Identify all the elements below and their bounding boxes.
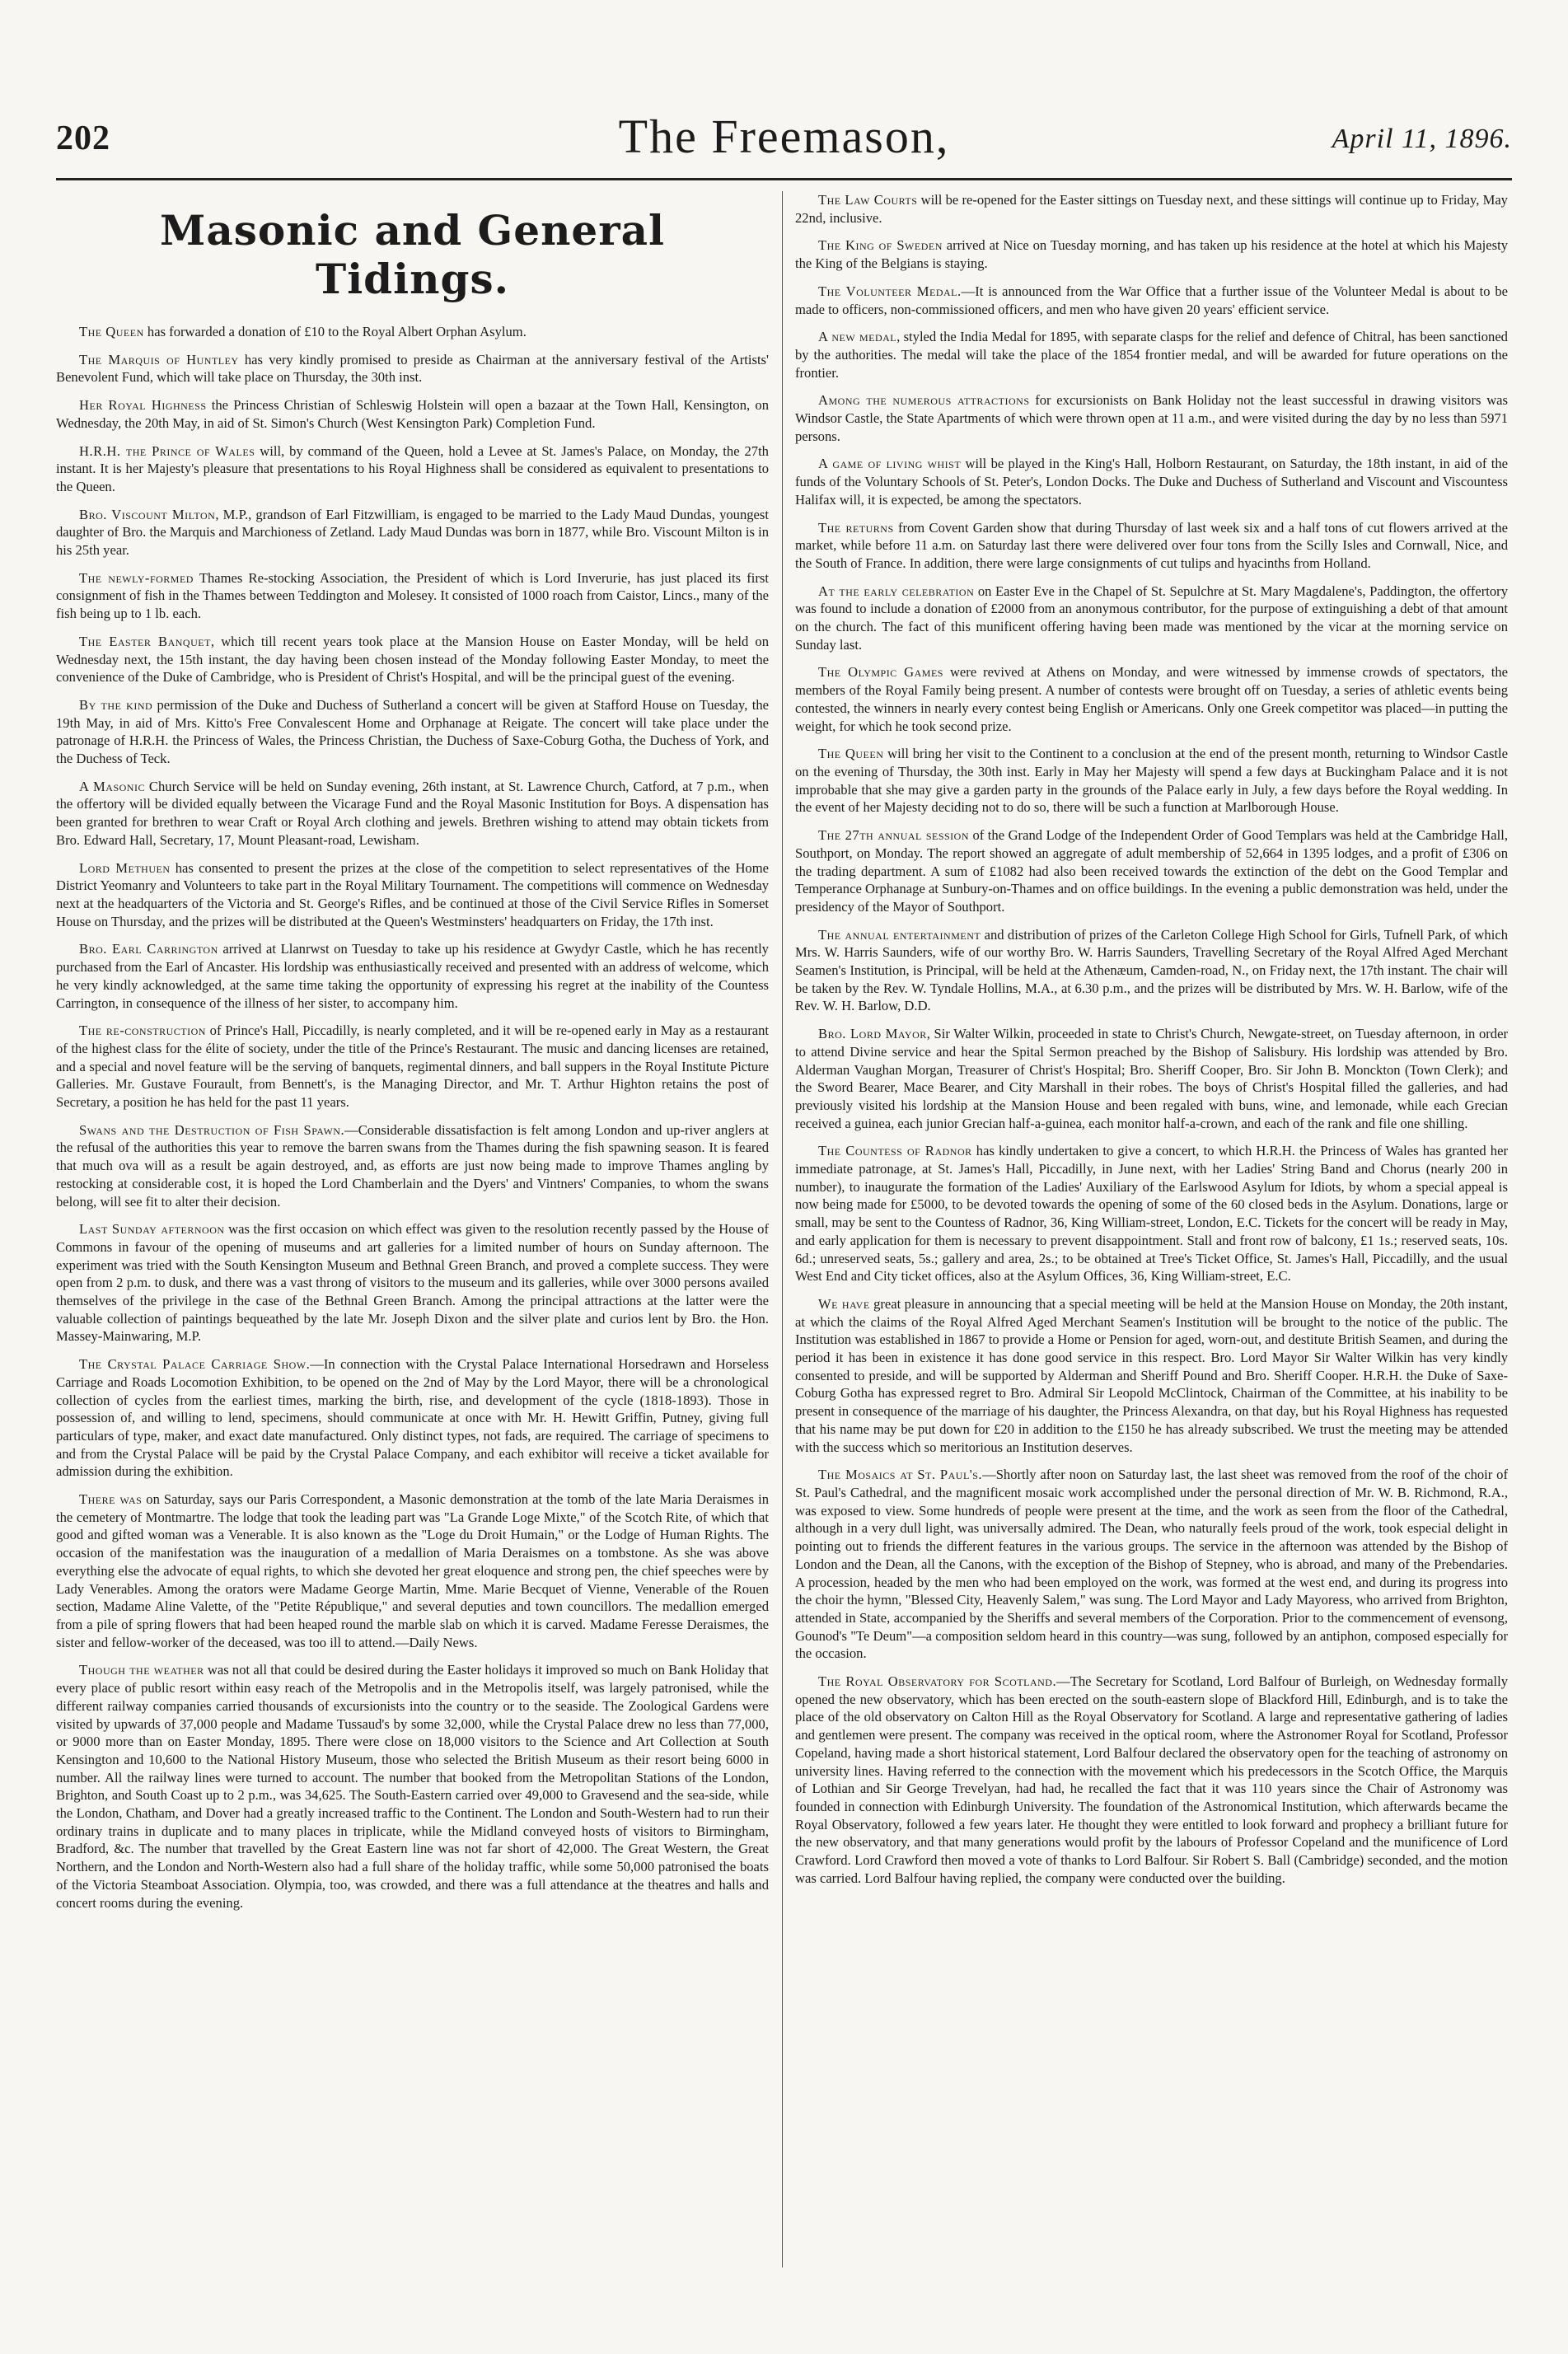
paragraph-lead: We have — [818, 1295, 870, 1312]
paragraph-lead: The Countess of Radnor — [818, 1143, 972, 1159]
left-column — [56, 191, 769, 2317]
paragraph-lead: Bro. Viscount Milton — [79, 506, 216, 522]
paragraph-lead: At the early celebration — [818, 583, 975, 599]
paragraph-lead: A Masonic — [79, 778, 145, 794]
paragraph-lead: There was — [79, 1491, 143, 1508]
right-column-paragraphs — [795, 191, 1508, 1887]
right-column — [795, 191, 1508, 2317]
paragraph-lead: The Crystal Palace Carriage Show. — [79, 1356, 311, 1373]
paragraph-lead: The annual entertainment — [818, 926, 981, 943]
paragraph-lead: The Law Courts — [818, 192, 918, 208]
paragraph-lead: The Marquis of Huntley — [79, 351, 239, 367]
paragraph-text: has consented to present the prizes at the close of the competition to select representatives of the Home District Yeomanry and Volunteers to take part in the Royal Military Tournament. The competitions will commence on Wednesday next at the headquarters of the Victoria and St. George's Rifles, and be continued at those of the Civil Service Rifles in Somerset House on Thursday, and the prizes will be distributed at the Queen's Westminsters' headquarters on Friday, the 17th inst. — [56, 859, 769, 929]
masthead — [56, 109, 1512, 175]
paragraph-text: was the first occasion on which effect was given to the resolution recently passed by the House of Commons in favour of the opening of museums and art galleries for a limited number of hours on Sunday afternoon. The experiment was tried with the South Kensington Museum and Bethnal Green Branch, and proved a complete success. They were open from 2 p.m. to dusk, and there was a vast throng of visitors to the museum and its galleries, while over 3000 persons availed themselves of the privilege in the case of the Bethnal Green Branch. Among the principal attractions at the latter were the valuable collection of paintings bequeathed by the late Mr. Joseph Dixon and the silver plate and curios lent by Bro. the Hon. Massey-Mainwaring, M.P. — [56, 1221, 769, 1345]
paragraph-text: —It is announced from the War Office that a further issue of the Volunteer Medal is about to be made to officers, non-commissioned officers, and men who have given 20 years' efficient service. — [795, 283, 1508, 317]
news-paragraph — [795, 283, 1508, 318]
paragraph-lead: By the kind — [79, 696, 153, 713]
news-paragraph — [795, 191, 1508, 227]
paragraph-lead: The Olympic Games — [818, 664, 943, 681]
paragraph-text: has kindly undertaken to give a concert, to which H.R.H. the Princess of Wales has granted her immediate patronage, at St. James's Hall, Piccadilly, in June next, with her Ladies' String Band and Chorus (nearly 200 in number), to inaugurate the formation of the Ladies' Auxiliary of the Earlswood Asylum for Idiots, by whom a special appeal is now being made for £5000, to be devoted towards the opening of some of the 60 closed beds in the Asylum. Donations, large or small, may be sent to the Countess of Radnor, 36, King William-street, London, E.C. Tickets for the concert will be ready in May, and early application for them is necessary to prevent disappointment. Stall and front row of balcony, £1 1s.; reserved seats, 10s. 6d.; unreserved seats, 5s.; gallery and area, 2s.; to be obtained at Tree's Ticket Office, St. James's Hall, Piccadilly, and the usual West End and City ticket offices, also at the Asylum Offices, 36, King William-street, E.C. — [795, 1143, 1508, 1285]
paragraph-text: arrived at Llanrwst on Tuesday to take up his residence at Gwydyr Castle, which he has recently purchased from the Earl of Ancaster. His lordship was enthusiastically received and presented with an address of welcome, which he very kindly acknowledged, at the same time taking the opportunity of expressing his regret at the inability of the Countess Carrington, in consequence of the illness of her sister, to accompany him. — [56, 941, 769, 1011]
paragraph-text: —The Secretary for Scotland, Lord Balfour of Burleigh, on Wednesday formally opened the new observatory, which has been erected on the south-eastern slope of Blackford Hill, Edinburgh, and is to take the place of the old observatory on Calton Hill as the Royal Observatory for Scotland. A large and representative gathering of ladies and gentlemen were present. The company was received in the optical room, where the Astronomer Royal for Scotland, Professor Copeland, having made a short historical statement, Lord Balfour declared the observatory open for the teaching of astronomy on university lines. Having referred to the connection with the movement which his predecessors in the Scotch Office, the Marquis of Lothian and Sir George Trevelyan, had had, he recalled the fact that it was 110 years since the Chair of Astronomy was founded in connection with Edinburgh University. The foundation of the Astronomical Institution, which afterwards became the Royal Observatory, followed a few years later. He thought they were entitled to look forward and prophecy a brilliant future for the new observatory, and that many generations would profit by the labours of Professor Copeland and the munificence of Lord Crawford. Lord Crawford then moved a vote of thanks to Lord Balfour. Sir Robert S. Ball (Cambridge) seconded, and the motion was carried. Lord Balfour having replied, the company were conducted over the building. — [795, 1673, 1508, 1886]
paragraph-text: , Sir Walter Wilkin, proceeded in state to Christ's Church, Newgate-street, on Tuesday afternoon, in order to attend Divine service and hear the Spital Sermon preached by the Bishop of Salisbury. His lordship was attended by Bro. Alderman Vaughan Morgan, Treasurer of Christ's Hospital; Bro. Sheriff Cooper, Bro. Sir John B. Monckton (Town Clerk); and the Sword Bearer, Mace Bearer, and City Marshall in their robes. The boys of Christ's Hospital filled the galleries, and had previously visited his lordship at the Mansion House and been regaled with buns, wine, and lemonade, while each Grecian received a guinea, each junior Grecian half-a-guinea, each monitor half-a-crown, and each of the rank and file one shilling. — [795, 1026, 1508, 1131]
paragraph-lead: Last Sunday afternoon — [79, 1221, 225, 1238]
news-paragraph — [56, 859, 769, 931]
paragraph-lead: The Royal Observatory for Scotland. — [818, 1673, 1057, 1690]
paragraph-text: will bring her visit to the Continent to a conclusion at the end of the present month, returning to Windsor Castle on the evening of Thursday, the 30th inst. Early in May her Majesty will spend a few days at Buckingham Palace and it is not improbable that she may give a garden party in the grounds of the Palace early in July, a few days before the Royal wedding. In the event of her Majesty deciding not to do so, there will be such a function at Marlborough House. — [795, 746, 1508, 816]
column-divider — [782, 191, 783, 2267]
paragraph-lead: The 27th annual session — [818, 827, 970, 844]
news-paragraph — [795, 455, 1508, 508]
paragraph-text: , M.P., grandson of Earl Fitzwilliam, is engaged to be married to the Lady Maud Dundas, youngest daughter of Bro. the Marquis and Marchioness of Zetland. Lady Maud Dundas was born in 1877, while Bro. Viscount Milton is in his 25th year. — [56, 506, 769, 559]
paragraph-lead: Among the numerous attractions — [818, 392, 1030, 409]
paragraph-lead: The returns — [818, 519, 894, 536]
news-paragraph — [56, 1022, 769, 1111]
news-paragraph — [56, 442, 769, 496]
paragraph-text: of the Grand Lodge of the Independent Order of Good Templars was held at the Cambridge Hall, Southport, on Monday. The report showed an aggregate of adult membership of 52,664 in 1395 lodges, and a profit of £306 on the trading department. A sum of £1082 had also been received towards the extinction of the debt on the Good Templar and Temperance Orphanage at Sunbury-on-Thames and on office buildings. In the evening a public demonstration was held, under the presidency of the Mayor of Southport. — [795, 827, 1508, 915]
news-paragraph — [56, 396, 769, 432]
news-paragraph — [56, 778, 769, 849]
news-paragraph — [56, 633, 769, 686]
news-paragraph — [56, 569, 769, 623]
paragraph-text: has forwarded a donation of £10 to the Royal Albert Orphan Asylum. — [143, 324, 527, 339]
paragraph-lead: Bro. Earl Carrington — [79, 941, 218, 957]
news-paragraph — [795, 391, 1508, 445]
news-paragraph — [56, 1355, 769, 1481]
news-paragraph — [795, 1142, 1508, 1285]
news-paragraph — [56, 1121, 769, 1211]
news-paragraph — [795, 745, 1508, 817]
paragraph-lead: The Volunteer Medal. — [818, 283, 962, 299]
news-paragraph — [795, 926, 1508, 1016]
paragraph-lead: Swans and the Destruction of Fish Spawn. — [79, 1121, 345, 1138]
paragraph-lead: The newly-formed — [79, 569, 194, 586]
paragraph-lead: Her Royal Highness — [79, 397, 207, 414]
paragraph-lead: The Queen — [818, 746, 884, 762]
paragraph-text: were revived at Athens on Monday, and were witnessed by immense crowds of spectators, the members of the Royal Family being present. A number of contests were brought off on Tuesday, a series of athletic events being contested, the winners in nearly every contest being English or Americans. Only one Greek competitor was placed—in putting the weight, for which he took second prize. — [795, 664, 1508, 734]
paragraph-text: the Princess Christian of Schleswig Holstein will open a bazaar at the Town Hall, Kensington, on Wednesday, the 20th May, in aid of St. Simon's Church (West Kensington Park) Completion Fund. — [56, 397, 769, 431]
paragraph-text: permission of the Duke and Duchess of Sutherland a concert will be given at Stafford House on Tuesday, the 19th May, in aid of Mrs. Kitto's Free Convalescent Home and Orphanage at Reigate. The concert will take place under the patronage of H.R.H. the Princess of Wales, the Princess Christian, the Duchess of Saxe-Coburg Gotha, the Duchess of York, and the Duchess of Teck. — [56, 696, 769, 767]
news-paragraph — [56, 506, 769, 559]
paragraph-text: will be played in the King's Hall, Holborn Restaurant, on Saturday, the 18th instant, in aid of the funds of the Voluntary Schools of St. Peter's, London Docks. The Duke and Duchess of Sutherland and Viscount and Viscountess Halifax will, it is expected, be among the spectators. — [795, 456, 1508, 508]
news-paragraph — [56, 351, 769, 386]
paragraph-lead: The Queen — [79, 324, 144, 339]
paragraph-text: —In connection with the Crystal Palace International Horsedrawn and Horseless Carriage and Roads Locomotion Exhibition, to be opened on the 2nd of May by the Lord Mayor, there will be a chronological collection of cycles from the earliest times, marking the birth, rise, and development of the cycle (1818-1893). Those in possession of, and willing to lend, specimens, should communicate at once with Mr. H. Hewitt Griffin, Putney, giving full particulars of type, maker, and exact date manufactured. Only distinct types, not fads, are required. The carriage of specimens to and from the Crystal Palace will be paid by the Crystal Palace Company, and each exhibitor will receive a ticket available for admission during the exhibition. — [56, 1356, 769, 1480]
paragraph-text: arrived at Nice on Tuesday morning, and has taken up his residence at the hotel at which his Majesty the King of the Belgians is staying. — [795, 237, 1508, 272]
news-paragraph — [795, 328, 1508, 381]
paragraph-text: , which till recent years took place at the Mansion House on Easter Monday, will be held on Wednesday next, the 15th instant, the day having been chosen instead of the Monday following Easter Monday, to meet the convenience of the Duke of Cambridge, who is President of Christ's Hospital, and will be the principal guest of the evening. — [56, 633, 769, 686]
paragraph-lead: The Mosaics at St. Paul's. — [818, 1467, 983, 1483]
page-number: 202 — [56, 119, 110, 157]
news-paragraph — [56, 696, 769, 768]
paragraph-lead: The re-construction — [79, 1023, 206, 1039]
paragraph-lead: The Easter Banquet — [79, 633, 211, 649]
paragraph-text: has very kindly promised to preside as Chairman at the anniversary festival of the Artists' Benevolent Fund, which will take place on Thursday, the 30th inst. — [56, 351, 769, 386]
paragraph-lead: A new medal — [818, 329, 897, 345]
paragraph-text: on Saturday, says our Paris Correspondent, a Masonic demonstration at the tomb of the late Maria Deraismes in the cemetery of Montmartre. The lodge that took the leading part was "La Grande Loge Mixte," of the Scotch Rite, of which that good and gifted woman was a Venerable. It is also known as the "Loge du Droit Humain," or the Lodge of Human Rights. The occasion of the manifestation was the inauguration of a medallion of Maria Deraismes on a tombstone. As she was above everything else the advocate of equal rights, to which she devoted her great eloquence and strong pen, the chief speeches were by Lady Venerables. Among the orators were Madame George Martin, Mme. Marie Becquet of Vienne, Venerable of the Rouen section, Madame Aline Valette, of the "Petite République," and several deputies and town councillors. The medallion emerged from a pile of spring flowers that had been heaped round the marble slab on which it is carved. Madame Feresse Deraismes, the sister and fellow-worker of the deceased, was too ill to attend.—Daily News. — [56, 1491, 769, 1650]
news-paragraph — [795, 1673, 1508, 1887]
news-paragraph — [795, 519, 1508, 573]
paragraph-lead: Though the weather — [79, 1662, 204, 1678]
article-columns — [56, 191, 1508, 2317]
journal-title: The Freemason, — [618, 110, 950, 163]
paragraph-text: of Prince's Hall, Piccadilly, is nearly completed, and it will be re-opened early in May as a restaurant of the highest class for the élite of society, under the title of the Prince's Restaurant. The music and dancing licenses are retained, and a special and novel feature will be the serving of banquets, regimental dinners, and ball suppers in the Royal Institute Picture Galleries. Mr. Gustave Fourault, from Bennett's, is the Managing Director, and Mr. T. Arthur Highton retains the post of Secretary, a position he has held for the past 11 years. — [56, 1023, 769, 1111]
paragraph-text: for excursionists on Bank Holiday not the least successful in drawing visitors was Windsor Castle, the State Apartments of which were thrown open at 11 a.m., and were visited during the day by no less than 5971 persons. — [795, 392, 1508, 444]
news-paragraph — [795, 1025, 1508, 1132]
paragraph-lead: The King of Sweden — [818, 237, 943, 254]
issue-date: April 11, 1896. — [1332, 124, 1512, 154]
paragraph-text: will, by command of the Queen, hold a Levee at St. James's Palace, on Monday, the 27th instant. It is her Majesty's pleasure that presentations to his Royal Highness shall be considered as equivalent to presentations to the Queen. — [56, 442, 769, 494]
paragraph-text: Church Service will be held on Sunday evening, 26th instant, at St. Lawrence Church, Catford, at 7 p.m., when the offertory will be divided equally between the Vicarage Fund and the Royal Masonic Institution for Boys. A dispensation has been granted for brethren to wear Craft or Royal Arch clothing and jewels. Brethren wishing to attend may obtain tickets from Bro. Edward Hall, Secretary, 17, Mount Pleasant-road, Lewisham. — [56, 778, 769, 848]
news-paragraph — [795, 826, 1508, 916]
masthead-rule — [56, 178, 1512, 180]
paragraph-text: will be re-opened for the Easter sittings on Tuesday next, and these sittings will continue up to Friday, May 22nd, inclusive. — [795, 192, 1508, 226]
news-paragraph — [56, 323, 769, 341]
left-column-paragraphs — [56, 323, 769, 1912]
news-paragraph — [795, 1466, 1508, 1663]
paragraph-lead: A game of living whist — [818, 456, 962, 472]
paragraph-text: , styled the India Medal for 1895, with separate clasps for the relief and defence of Chitral, has been sanctioned by the authorities. The medal will take the place of the 1854 frontier medal, and will be awarded for future operations on the frontier. — [795, 329, 1508, 381]
news-paragraph — [56, 1661, 769, 1912]
paragraph-lead: Lord Methuen — [79, 859, 171, 876]
paragraph-lead: Bro. Lord Mayor — [818, 1026, 927, 1042]
paragraph-lead: H.R.H. the Prince of Wales — [79, 442, 255, 459]
paragraph-text: great pleasure in announcing that a special meeting will be held at the Mansion House on Monday, the 20th instant, at which the claims of the Royal Alfred Aged Merchant Seamen's Institution will be brought to the notice of the public. The Institution was established in 1867 to provide a Home or Pension for aged, worn-out, and destitute British Seamen, and during the period it has been in existence it has done good service in this respect. Bro. Lord Mayor Sir Walter Wilkin has very kindly consented to preside, and will be supported by Alderman and Sheriff Pound and Bro. Sheriff Cooper. H.R.H. the Duke of Saxe-Coburg Gotha has expressed regret to Bro. Admiral Sir Leopold McClintock, Chairman of the Committee, at his inability to be present in consequence of the marriage of his daughter, the Princess Alexandra, on that day, but his Royal Highness has requested that his name may be put down for £20 in addition to the £150 he has already subscribed. We trust the meeting may be attended with the success which so meritorious an Institution deserves. — [795, 1295, 1508, 1455]
paragraph-text: and distribution of prizes of the Carleton College High School for Girls, Tufnell Park, of which Mrs. W. Harris Saunders, wife of our worthy Bro. W. Harris Saunders, Travelling Secretary of the Royal Alfred Aged Merchant Seamen's Institution, is Principal, will be held at the Athenæum, Camden-road, N., on Friday next, the 17th instant. The chair will be taken by the Rev. W. Tyndale Hollins, M.A., at 6.30 p.m., and the prizes will be distributed by Mrs. W. H. Barlow, wife of the Rev. W. H. Barlow, D.D. — [795, 926, 1508, 1014]
news-paragraph — [56, 1491, 769, 1651]
paragraph-text: was not all that could be desired during the Easter holidays it improved so much on Bank Holiday that every place of public resort within easy reach of the Metropolis and in the Metropolis itself, was largely patronised, while the different railway companies carried thousands of excursionists into the country or to the seaside. The Zoological Gardens were visited by upwards of 37,000 people and Madame Tussaud's by some 32,000, while the Crystal Palace drew no less than 77,000, or 9000 more than on Easter Monday, 1895. There were close on 18,000 visitors to the Science and Art Collection at South Kensington and 10,600 to the National History Museum, those who selected the British Museum as their resort being 6000 in number. All the railway lines were turned to account. The number that booked from the Metropolitan Stations of the London, Brighton, and South Coast up to 2 p.m., was 34,625. The South-Eastern carried over 49,000 to Gravesend and the sea-side, while the London, Chatham, and Dover had a greatly increased traffic to the Continent. The London and South-Western had to run their ordinary trains in duplicate and to many places in triplicate, while the Midland conveyed hosts of visitors to Birmingham, Bradford, &c. The number that travelled by the Great Eastern line was not far short of 42,000. The Great Western, the Great Northern, and the London and North-Western also had a full share of the holiday traffic, while some 50,000 patronised the boats of the Victoria Steamboat Association. Olympia, too, was crowded, and there was a full attendance at the theatres and halls and concert rooms during the evening. — [56, 1662, 769, 1911]
section-title: Masonic and General Tidings. — [160, 206, 665, 303]
news-paragraph — [795, 583, 1508, 654]
news-paragraph — [795, 663, 1508, 735]
news-paragraph — [795, 236, 1508, 272]
paragraph-text: —Considerable dissatisfaction is felt among London and up-river anglers at the refusal of the authorities this year to remove the barren swans from the Thames during the fish spawning season. It is feared that much ova will as a result be again destroyed, and, as efforts are just now being made to improve Thames angling by restocking at considerable cost, it is hoped the Lord Chamberlain and the Dyers' and Vintners' Companies, to whom the swans belong, will see fit to alter their decision. — [56, 1121, 769, 1210]
news-paragraph — [795, 1295, 1508, 1456]
news-paragraph — [56, 940, 769, 1012]
paragraph-text: on Easter Eve in the Chapel of St. Sepulchre at St. Mary Magdalene's, Paddington, the offertory was found to include a donation of £2000 from an anonymous contributor, for the purpose of extinguishing a debt of that amount on the church. The fact of this munificent offering having been made was mentioned by the vicar at the morning service on Sunday last. — [795, 583, 1508, 653]
paragraph-text: from Covent Garden show that during Thursday of last week six and a half tons of cut flowers arrived at the market, while before 11 a.m. on Saturday last there were delivered over four tons from the Scilly Isles and Cornwall, Nice, and the South of France. In addition, there were large consignments of cut tulips and hyacinths from Holland. — [795, 519, 1508, 571]
paragraph-text: —Shortly after noon on Saturday last, the last sheet was removed from the roof of the choir of St. Paul's Cathedral, and the magnificent mosaic work accomplished under the personal direction of Mr. W. B. Richmond, R.A., was exposed to view. Some hundreds of people were present at the time, and the work as seen from the floor of the Cathedral, although in a very dull light, was universally admired. The Dean, who naturally feels proud of the work, took especial delight in pointing out to friends the different features in the various groups. The service in the afternoon was attended by the Bishop of London and the Dean, all the Canons, with the exception of the Bishop of Stepney, who is abroad, and many of the Prebendaries. A procession, headed by the men who had been employed on the work, was formed at the west end, and during its progress into the choir the hymn, "Blessed City, Heavenly Salem," was sung. The Lord Mayor and Lady Mayoress, who arrived from Brighton, attended in State, accompanied by the Sheriffs and several members of the Corporation. Prior to the commencement of evensong, Gounod's "Te Deum"—a composition seldom heard in this country—was sung, followed by an antiphon, composed especially for the occasion. — [795, 1467, 1508, 1662]
paragraph-text: Thames Re-stocking Association, the President of which is Lord Inverurie, has just placed its first consignment of fish in the Thames between Teddington and Molesey. It consisted of 1000 roach from Caistor, Lincs., many of the fish being up to 1 lb. each. — [56, 569, 769, 622]
news-paragraph — [56, 1220, 769, 1345]
